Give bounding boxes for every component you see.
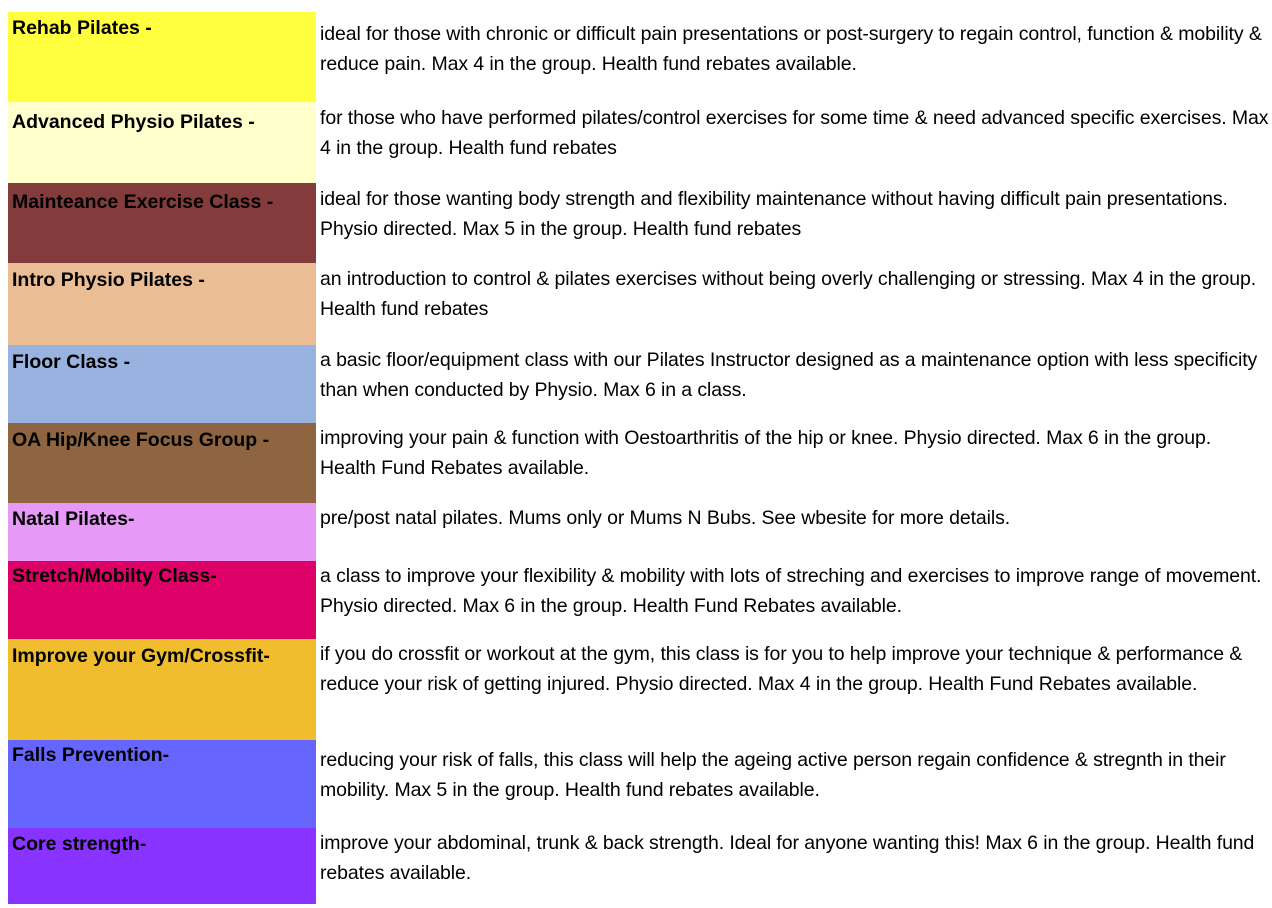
class-row-floor-class — [8, 345, 1270, 423]
class-name: Advanced Physio Pilates - — [12, 111, 255, 133]
color-swatch — [8, 345, 316, 423]
color-swatch — [8, 639, 316, 740]
class-description: ideal for those with chronic or difficult pain presentations or post-surgery to regain control, function & mobility & reduce pain. Max 4 in the group. Health fund rebates available. — [320, 23, 1262, 75]
class-row-oa-hip-knee-focus-group — [8, 423, 1270, 503]
class-name: Falls Prevention- — [12, 744, 170, 766]
class-description: improve your abdominal, trunk & back strength. Ideal for anyone wanting this! Max 6 in the group. Health fund rebates available. — [320, 832, 1255, 884]
class-description: a class to improve your flexibility & mobility with lots of streching and exercises to improve range of movement. Physio directed. Max 6 in the group. Health Fund Rebates available. — [320, 565, 1262, 617]
class-name: Intro Physio Pilates - — [12, 269, 205, 291]
class-row-advanced-physio-pilates — [8, 102, 1270, 183]
class-row-intro-physio-pilates — [8, 263, 1270, 345]
class-name: OA Hip/Knee Focus Group - — [12, 429, 270, 451]
color-swatch — [8, 12, 316, 102]
color-swatch — [8, 102, 316, 183]
class-name: Stretch/Mobilty Class- — [12, 565, 217, 587]
class-description: pre/post natal pilates. Mums only or Mums N Bubs. See wbesite for more details. — [320, 507, 1011, 529]
class-row-improve-gym-crossfit — [8, 639, 1270, 740]
class-row-maintenance-exercise-class — [8, 183, 1270, 263]
class-description: a basic floor/equipment class with our Pilates Instructor designed as a maintenance option with less specificity than when conducted by Physio. Max 6 in a class. — [320, 349, 1258, 401]
class-row-stretch-mobility-class — [8, 561, 1270, 639]
class-description: improving your pain & function with Oestoarthritis of the hip or knee. Physio directed. Max 6 in the group. Health Fund Rebates available. — [320, 427, 1212, 479]
class-description: reducing your risk of falls, this class will help the ageing active person regain confidence & stregnth in their mobility. Max 5 in the group. Health fund rebates available. — [320, 749, 1226, 801]
color-swatch — [8, 561, 316, 639]
class-description: an introduction to control & pilates exercises without being overly challenging or stressing. Max 4 in the group. Health fund rebates — [320, 268, 1257, 320]
class-name: Floor Class - — [12, 351, 131, 373]
class-legend — [8, 12, 1270, 904]
color-swatch — [8, 740, 316, 828]
class-name: Mainteance Exercise Class - — [12, 191, 274, 213]
color-swatch — [8, 828, 316, 904]
class-name: Core strength- — [12, 833, 147, 855]
class-row-rehab-pilates — [8, 12, 1270, 102]
class-description: if you do crossfit or workout at the gym, this class is for you to help improve your technique & performance & reduce your risk of getting injured. Physio directed. Max 4 in the group. Health Fund Rebates available. — [320, 643, 1243, 695]
class-row-falls-prevention — [8, 740, 1270, 828]
color-swatch — [8, 183, 316, 263]
class-description: ideal for those wanting body strength and flexibility maintenance without having difficult pain presentations. Physio directed. Max 5 in the group. Health fund rebates — [320, 188, 1228, 240]
color-swatch — [8, 423, 316, 503]
color-swatch — [8, 503, 316, 561]
color-swatch — [8, 263, 316, 345]
class-description: for those who have performed pilates/control exercises for some time & need advanced specific exercises. Max 4 in the group. Health fund rebates — [320, 107, 1269, 159]
class-name: Rehab Pilates - — [12, 17, 152, 39]
class-row-core-strength — [8, 828, 1270, 904]
class-name: Natal Pilates- — [12, 508, 135, 530]
class-row-natal-pilates — [8, 503, 1270, 561]
class-name: Improve your Gym/Crossfit- — [12, 645, 270, 667]
